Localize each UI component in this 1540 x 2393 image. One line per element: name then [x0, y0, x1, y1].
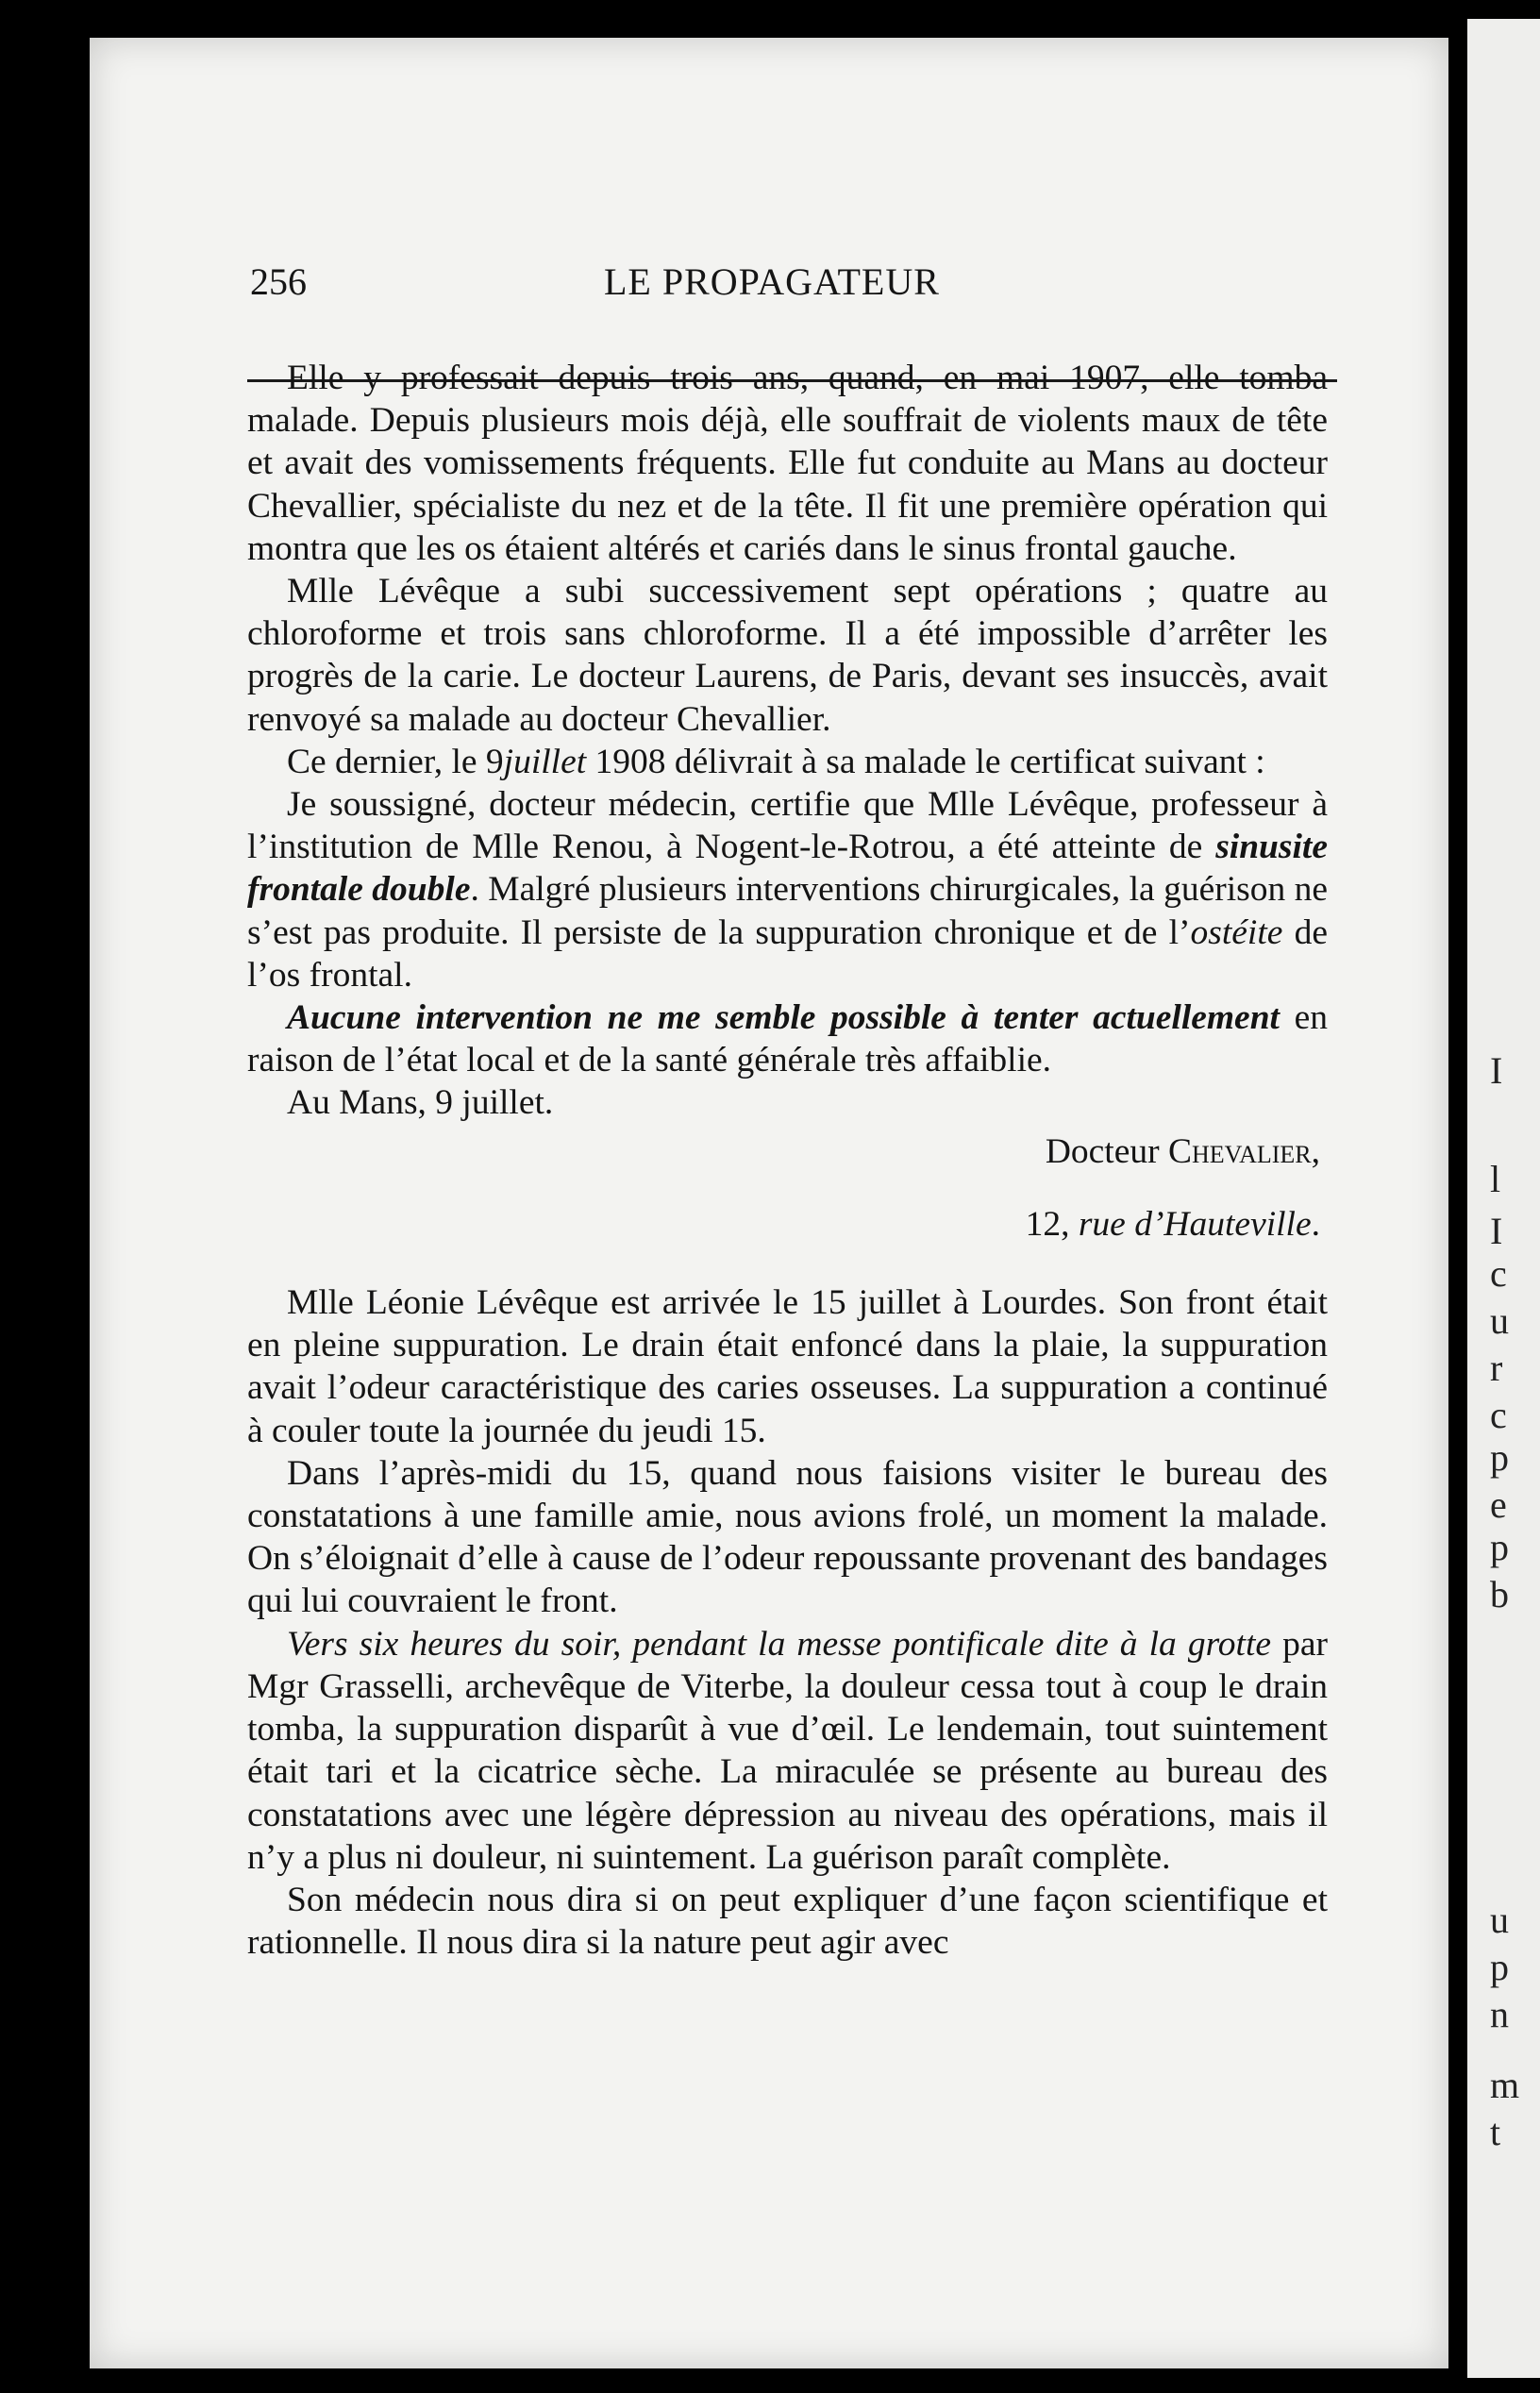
text-span: 12, — [1025, 1204, 1079, 1244]
adjacent-glyph: I — [1490, 1210, 1503, 1252]
adjacent-glyph: c — [1490, 1252, 1507, 1295]
text-span: de l’os frontal. — [247, 912, 1328, 995]
paragraph — [247, 741, 1328, 783]
certificate-date: Au Mans, 9 juillet. — [287, 1083, 554, 1123]
page-header — [250, 259, 1326, 316]
adjacent-glyph: p — [1490, 1946, 1509, 1988]
text-span: 1908 délivrait à sa malade le certificat suivant : — [586, 742, 1265, 781]
text-span: . Malgré plusieurs interventions chirurgicales, la guérison ne s’est pas produite. Il persiste de la suppuration chronique et de l’ — [247, 870, 1328, 952]
text-span: Je soussigné, docteur médecin, certifie que Mlle Lévêque, professeur à l’institution de Mlle Renou, à Nogent-le-Rotrou, a été atteinte de — [247, 785, 1328, 867]
text-span: , — [1311, 1131, 1320, 1171]
italic-text: juillet — [503, 742, 587, 781]
paragraph: Elle y professait depuis trois ans, quand, en mai 1907, elle tomba malade. Depuis plusieurs mois déjà, elle souffrait de violents maux de tête et avait des vomissements fréquents. Elle fut conduite au Mans au docteur Chevallier, spécialiste du nez et de la tête. Il fit une première opération qui montra que les os étaient altérés et cariés dans le sinus frontal gauche. — [247, 359, 1328, 568]
adjacent-glyph: r — [1490, 1347, 1503, 1389]
adjacent-glyph: u — [1490, 1899, 1509, 1941]
adjacent-glyph: n — [1490, 1993, 1509, 2035]
body-text — [247, 357, 1328, 1964]
paragraph: Mlle Lévêque a subi successivement sept opérations ; quatre au chloroforme et trois sans chloroforme. Il a été impossible d’arrêter les progrès de la carie. Le docteur Laurens, de Paris, devant ses insuccès, avait renvoyé sa malade au docteur Chevallier. — [247, 572, 1328, 739]
adjacent-glyph: m — [1490, 2064, 1520, 2106]
adjacent-glyph: u — [1490, 1299, 1509, 1342]
adjacent-glyph: e — [1490, 1483, 1507, 1526]
signature-address — [247, 1203, 1328, 1246]
text-span: en raison de l’état local et de la santé générale très affaiblie. — [247, 998, 1328, 1080]
adjacent-page-edge — [1467, 19, 1540, 2378]
text-span: par Mgr Grasselli, archevêque de Viterbe, la douleur cessa tout à coup le drain tomba, la suppuration disparût à vue d’œil. Le lendemain, tout suintement était tari et la cicatrice sèche. La miraculée se présente au bureau des constatations avec une légère dépression au niveau des opérations, mais il n’y a plus ni douleur, ni suintement. La guérison paraît complète. — [247, 1624, 1328, 1877]
adjacent-glyph: b — [1490, 1573, 1509, 1615]
text-span: Docteur — [1045, 1131, 1168, 1171]
section-gap — [247, 1246, 1328, 1281]
page-number: 256 — [250, 260, 307, 303]
certificate-paragraph — [247, 783, 1328, 996]
adjacent-glyph: p — [1490, 1436, 1509, 1479]
paragraph: Dans l’après-midi du 15, quand nous faisions visiter le bureau des constatations à une famille amie, nous avions frolé, un moment la malade. On s’éloignait d’elle à cause de l’odeur repoussante provenant des bandages qui lui couvraient le front. — [247, 1453, 1328, 1621]
italic-text: ostéite — [1190, 912, 1283, 952]
certificate-paragraph — [247, 996, 1328, 1081]
paragraph: Son médecin nous dira si on peut expliquer d’une façon scientifique et rationnelle. Il nous dira si la nature peut agir avec — [247, 1880, 1328, 1963]
paragraph — [247, 1623, 1328, 1879]
italic-text: sinusite frontale double — [247, 828, 1328, 910]
italic-text: Vers six heures du soir, pendant la messe pontificale dite à la grotte — [287, 1624, 1272, 1664]
paragraph: Mlle Léonie Lévêque est arrivée le 15 juillet à Lourdes. Son front était en pleine suppuration. Le drain était enfoncé dans la plaie, la suppuration avait l’odeur caractéristique des caries osseuses. La suppuration a continué à couler toute la journée du jeudi 15. — [247, 1283, 1328, 1450]
adjacent-glyph: t — [1490, 2111, 1501, 2153]
running-title: LE PROPAGATEUR — [604, 260, 940, 303]
italic-text: rue d’Hauteville — [1078, 1204, 1312, 1244]
signature — [247, 1130, 1328, 1173]
italic-text: Aucune intervention ne me semble possible à tenter actuellement — [287, 998, 1280, 1038]
signature-name: Chevalier — [1167, 1131, 1312, 1171]
adjacent-glyph: l — [1490, 1158, 1501, 1200]
adjacent-glyph: p — [1490, 1526, 1509, 1568]
text-span: Ce dernier, le 9 — [287, 742, 504, 781]
adjacent-glyph: I — [1490, 1049, 1503, 1092]
text-span: . — [1311, 1204, 1320, 1244]
adjacent-glyph: c — [1490, 1394, 1507, 1436]
